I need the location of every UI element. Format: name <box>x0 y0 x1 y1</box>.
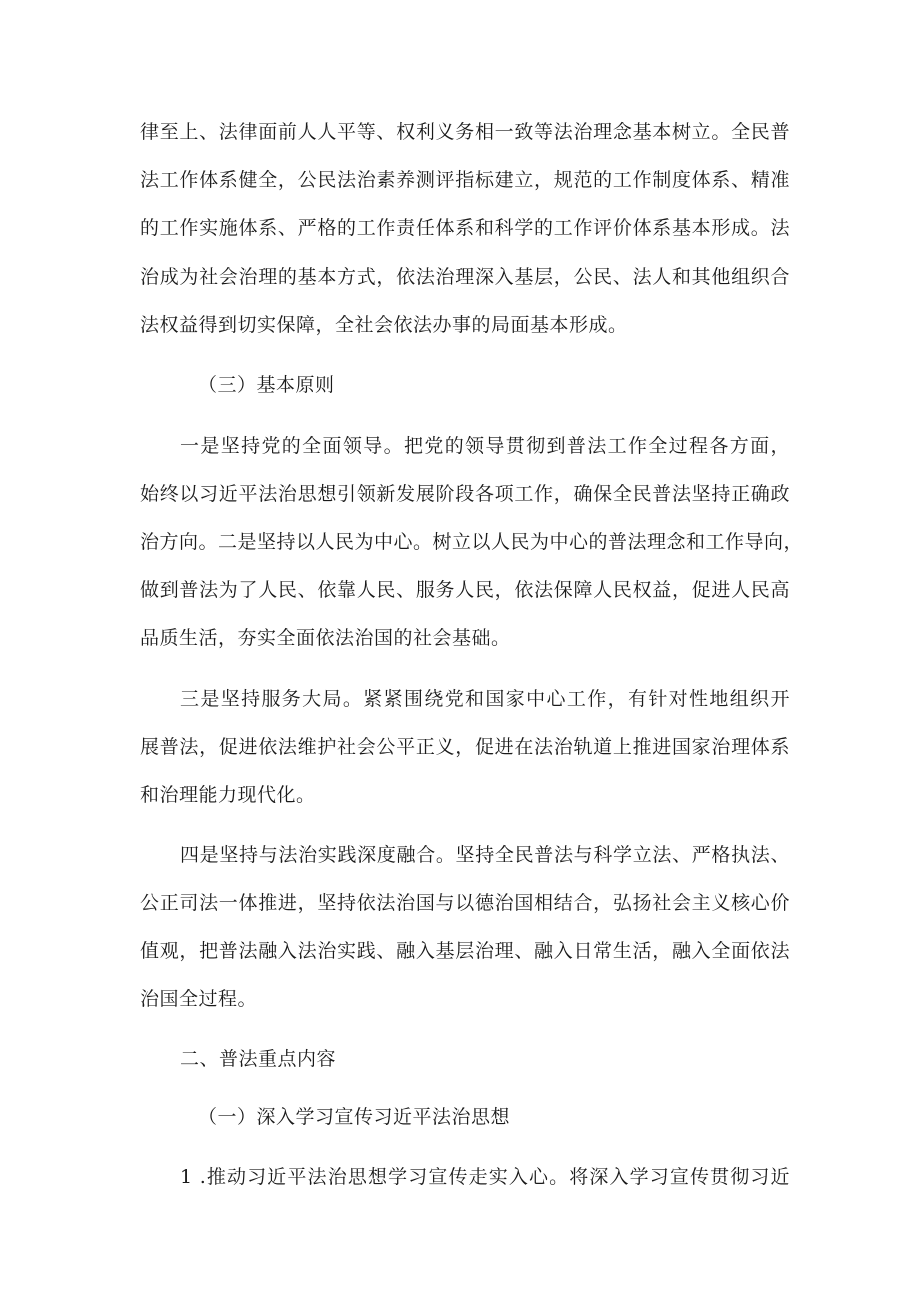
paragraph-line: 1 .推动习近平法治思想学习宣传走实入心。将深入学习宣传贯彻习近 <box>180 1166 790 1188</box>
paragraph-line: 四是坚持与法治实践深度融合。坚持全民普法与科学立法、严格执法、 <box>180 844 790 866</box>
paragraph-line: 法权益得到切实保障，全社会依法办事的局面基本形成。 <box>140 314 628 336</box>
paragraph-line: 品质生活，夯实全面依法治国的社会基础。 <box>140 627 511 649</box>
paragraph-line: 值观，把普法融入法治实践、融入基层治理、融入日常生活，融入全面依法 <box>140 940 790 962</box>
paragraph-line: 治方向。二是坚持以人民为中心。树立以人民为中心的普法理念和工作导向， <box>140 531 804 553</box>
paragraph-line: 公正司法一体推进，坚持依法治国与以德治国相结合，弘扬社会主义核心价 <box>140 892 790 914</box>
paragraph-line: 展普法，促进依法维护社会公平正义，促进在法治轨道上推进国家治理体系 <box>140 736 790 758</box>
paragraph-line: 治成为社会治理的基本方式，依法治理深入基层，公民、法人和其他组织合 <box>140 266 790 288</box>
paragraph-line: 律至上、法律面前人人平等、权利义务相一致等法治理念基本树立。全民普 <box>140 121 790 143</box>
paragraph-line: 一是坚持党的全面领导。把党的领导贯彻到普法工作全过程各方面， <box>180 435 790 457</box>
section-heading-key-content: 二、普法重点内容 <box>180 1048 337 1070</box>
paragraph-line: 的工作实施体系、严格的工作责任体系和科学的工作评价体系基本形成。法 <box>140 217 790 239</box>
section-heading-principles: （三）基本原则 <box>198 374 335 396</box>
paragraph-line: 治国全过程。 <box>140 988 258 1010</box>
paragraph-line: 法工作体系健全，公民法治素养测评指标建立，规范的工作制度体系、精准 <box>140 169 790 191</box>
paragraph-line: 三是坚持服务大局。紧紧围绕党和国家中心工作，有针对性地组织开 <box>180 688 790 710</box>
subsection-heading: （一）深入学习宣传习近平法治思想 <box>198 1106 511 1128</box>
paragraph-line: 做到普法为了人民、依靠人民、服务人民，依法保障人民权益，促进人民高 <box>140 579 790 601</box>
paragraph-line: 和治理能力现代化。 <box>140 784 316 806</box>
paragraph-line: 始终以习近平法治思想引领新发展阶段各项工作，确保全民普法坚持正确政 <box>140 483 790 505</box>
